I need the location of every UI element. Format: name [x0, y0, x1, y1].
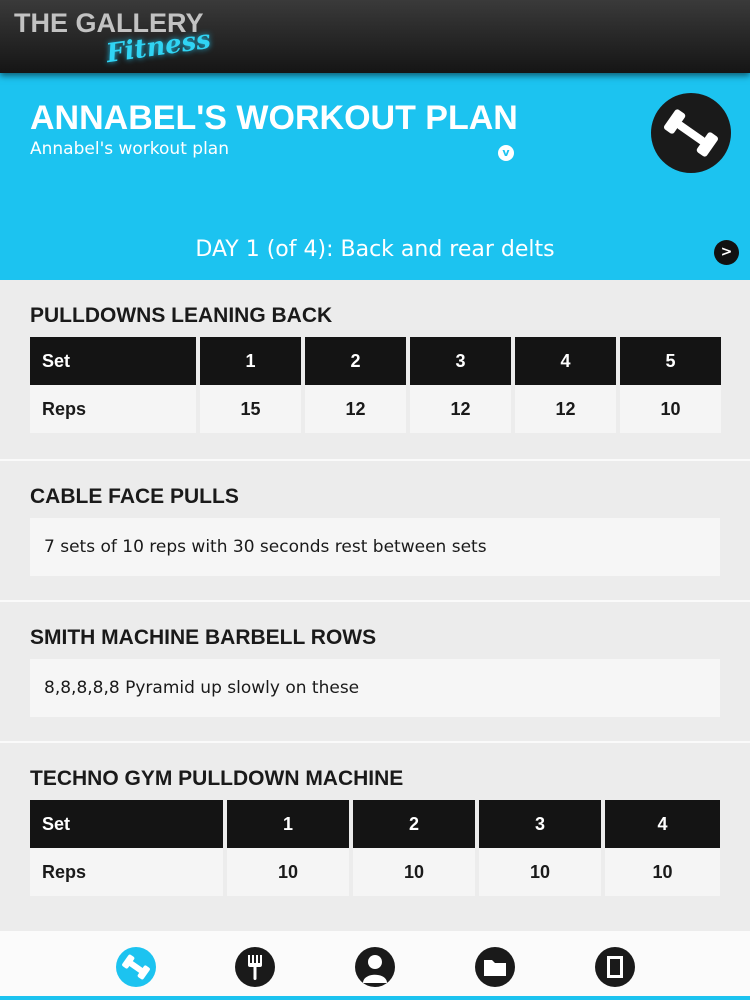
- exercise-note-text: 7 sets of 10 reps with 30 seconds rest between sets: [44, 537, 487, 557]
- fork-icon[interactable]: [235, 947, 275, 987]
- set-number: 2: [305, 337, 406, 385]
- reps-value: 15: [200, 385, 301, 433]
- plan-header: [0, 73, 750, 280]
- page-title: ANNABEL'S WORKOUT PLAN: [30, 99, 518, 137]
- reps-value: 10: [479, 848, 601, 896]
- reps-header: Reps: [30, 385, 196, 433]
- user-icon[interactable]: [355, 947, 395, 987]
- dumbbell-icon[interactable]: [116, 947, 156, 987]
- set-number: 2: [353, 800, 475, 848]
- exercise-title: TECHNO GYM PULLDOWN MACHINE: [30, 767, 404, 790]
- reps-value: 10: [227, 848, 349, 896]
- exercise-note: [30, 518, 720, 576]
- exercise-note: [30, 659, 720, 717]
- divider: [0, 459, 750, 461]
- day-selector-label[interactable]: DAY 1 (of 4): Back and rear delts: [195, 237, 555, 262]
- exercise-title: CABLE FACE PULLS: [30, 485, 239, 508]
- brand-logo-script: Fitness: [104, 24, 213, 70]
- exercise-title: PULLDOWNS LEANING BACK: [30, 304, 333, 327]
- reps-value: 12: [410, 385, 511, 433]
- chevron-right-icon[interactable]: >: [714, 240, 739, 265]
- divider: [0, 741, 750, 743]
- divider: [0, 600, 750, 602]
- reps-value: 10: [605, 848, 720, 896]
- set-number: 4: [515, 337, 616, 385]
- app-header: [0, 0, 750, 73]
- bottom-nav: [0, 931, 750, 1000]
- sets-table: [26, 337, 725, 433]
- exercise-note-text: 8,8,8,8,8 Pyramid up slowly on these: [44, 678, 360, 698]
- set-header: Set: [30, 800, 223, 848]
- reps-value: 12: [515, 385, 616, 433]
- dumbbell-icon: [651, 93, 731, 173]
- document-icon[interactable]: [595, 947, 635, 987]
- exercise-title: SMITH MACHINE BARBELL ROWS: [30, 626, 377, 649]
- set-header: Set: [30, 337, 196, 385]
- set-number: 1: [200, 337, 301, 385]
- set-number: 5: [620, 337, 721, 385]
- reps-value: 10: [353, 848, 475, 896]
- set-number: 3: [410, 337, 511, 385]
- bottom-accent-bar: [0, 996, 750, 1000]
- set-number: 1: [227, 800, 349, 848]
- sets-table: [26, 800, 724, 896]
- reps-header: Reps: [30, 848, 223, 896]
- brand-logo-text: THE GALLERY: [14, 8, 204, 38]
- set-number: 3: [479, 800, 601, 848]
- plan-subtitle: Annabel's workout plan: [30, 139, 229, 159]
- folder-icon[interactable]: [475, 947, 515, 987]
- reps-value: 12: [305, 385, 406, 433]
- reps-value: 10: [620, 385, 721, 433]
- set-number: 4: [605, 800, 720, 848]
- chevron-down-icon[interactable]: v: [498, 145, 514, 161]
